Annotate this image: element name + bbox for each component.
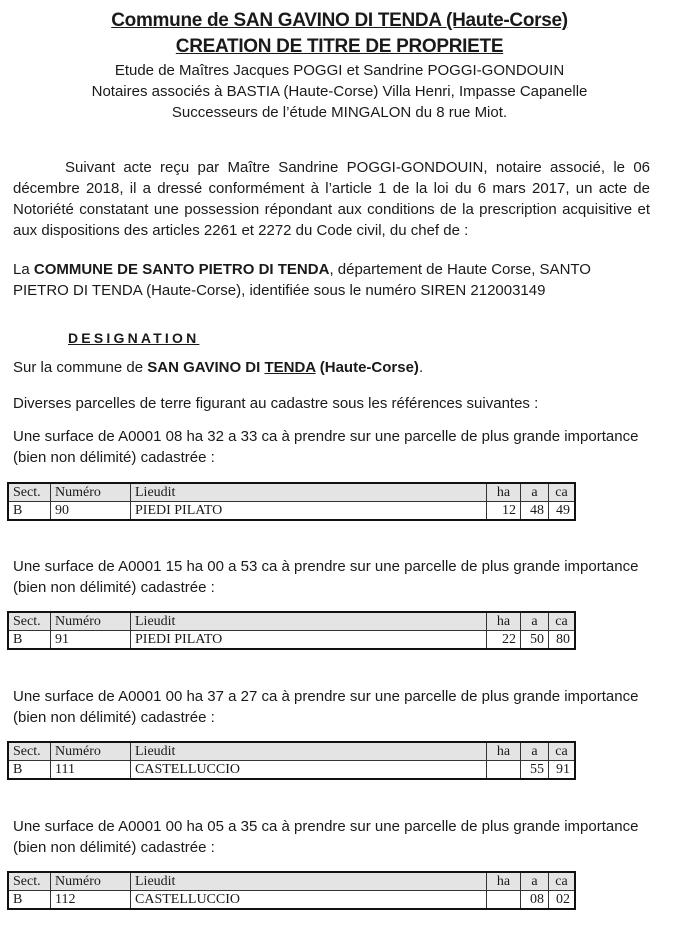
header-a: a — [521, 483, 549, 502]
cell-numero: 111 — [51, 761, 131, 780]
cell-sect: B — [8, 891, 51, 910]
cell-a: 50 — [521, 631, 549, 650]
header-ha: ha — [487, 742, 521, 761]
cadastre-table — [7, 871, 576, 910]
header-ca: ca — [549, 742, 576, 761]
commune-name-underlined: TENDA — [264, 359, 316, 376]
table-header-row — [8, 612, 575, 631]
cell-lieudit: PIEDI PILATO — [131, 502, 487, 521]
cell-ca: 80 — [549, 631, 576, 650]
cell-lieudit: CASTELLUCCIO — [131, 891, 487, 910]
header-lieudit: Lieudit — [131, 483, 487, 502]
table-header-row — [8, 872, 575, 891]
commune-name — [147, 359, 419, 376]
owner-prefix: La — [13, 261, 34, 278]
document-title: CREATION DE TITRE DE PROPRIETE — [175, 36, 504, 57]
parcel-surface-text: Une surface de A0001 15 ha 00 a 53 ca à prendre sur une parcelle de plus grande importance (bien non délimité) cadastrée : — [13, 558, 639, 596]
commune-name-part1: SAN GAVINO DI — [147, 359, 265, 376]
header-lieudit: Lieudit — [131, 612, 487, 631]
header-ca: ca — [549, 872, 576, 891]
cell-lieudit: CASTELLUCCIO — [131, 761, 487, 780]
header-lieudit: Lieudit — [131, 742, 487, 761]
cell-ca: 02 — [549, 891, 576, 910]
commune-line — [13, 357, 650, 378]
document-header — [0, 8, 679, 123]
cell-numero: 91 — [51, 631, 131, 650]
header-numero: Numéro — [51, 872, 131, 891]
parcel-surface-text: Une surface de A0001 00 ha 05 a 35 ca à prendre sur une parcelle de plus grande importance (bien non délimité) cadastrée : — [13, 818, 639, 856]
table-row — [8, 502, 575, 521]
cell-ca: 91 — [549, 761, 576, 780]
cell-lieudit: PIEDI PILATO — [131, 631, 487, 650]
header-numero: Numéro — [51, 742, 131, 761]
header-ha: ha — [487, 483, 521, 502]
header-lieudit: Lieudit — [131, 872, 487, 891]
table-row — [8, 761, 575, 780]
header-ha: ha — [487, 872, 521, 891]
header-a: a — [521, 872, 549, 891]
table-header-row — [8, 742, 575, 761]
parcel-surface-text: Une surface de A0001 08 ha 32 a 33 ca à prendre sur une parcelle de plus grande importance (bien non délimité) cadastrée : — [13, 428, 639, 466]
owner-details: , département de Haute Corse, SANTO PIETRO DI TENDA (Haute-Corse), identifiée sous le numéro SIREN 212003149 — [13, 261, 591, 299]
header-a: a — [521, 742, 549, 761]
notary-office-line: Etude de Maîtres Jacques POGGI et Sandrine POGGI-GONDOUIN — [114, 62, 565, 79]
header-sect: Sect. — [8, 483, 51, 502]
intro-paragraph: Suivant acte reçu par Maître Sandrine POGGI-GONDOUIN, notaire associé, le 06 décembre 2018, il a dressé conformément à l’article 1 de la loi du 6 mars 2017, un acte de Notoriété constatant une possession répondant aux conditions de la prescription acquisitive et aux dispositions des articles 2261 et 2272 du Code civil, du chef de : — [13, 159, 650, 239]
parcel-surface-text: Une surface de A0001 00 ha 37 a 27 ca à prendre sur une parcelle de plus grande importance (bien non délimité) cadastrée : — [13, 688, 639, 726]
header-sect: Sect. — [8, 612, 51, 631]
cell-a: 48 — [521, 502, 549, 521]
cell-a: 55 — [521, 761, 549, 780]
cell-ha — [487, 891, 521, 910]
table-row — [8, 891, 575, 910]
successor-line: Successeurs de l’étude MINGALON du 8 rue Miot. — [171, 104, 508, 121]
cell-ha: 22 — [487, 631, 521, 650]
parcels-intro: Diverses parcelles de terre figurant au cadastre sous les références suivantes : — [13, 395, 539, 412]
cell-ha: 12 — [487, 502, 521, 521]
header-ha: ha — [487, 612, 521, 631]
notary-address-line: Notaires associés à BASTIA (Haute-Corse) Villa Henri, Impasse Capanelle — [91, 83, 588, 100]
cell-numero: 90 — [51, 502, 131, 521]
table-header-row — [8, 483, 575, 502]
cell-sect: B — [8, 502, 51, 521]
commune-prefix: Sur la commune de — [13, 359, 148, 376]
cell-sect: B — [8, 761, 51, 780]
table-row — [8, 631, 575, 650]
cadastre-table — [7, 741, 576, 780]
cell-numero: 112 — [51, 891, 131, 910]
commune-name-part2: (Haute-Corse) — [315, 359, 419, 376]
cell-ca: 49 — [549, 502, 576, 521]
cadastre-table — [7, 611, 576, 650]
header-a: a — [521, 612, 549, 631]
commune-suffix: . — [418, 359, 424, 376]
header-ca: ca — [549, 612, 576, 631]
header-sect: Sect. — [8, 742, 51, 761]
commune-title: Commune de SAN GAVINO DI TENDA (Haute-Corse) — [111, 10, 568, 31]
cell-a: 08 — [521, 891, 549, 910]
cadastre-table — [7, 482, 576, 521]
header-sect: Sect. — [8, 872, 51, 891]
owner-paragraph — [13, 259, 650, 301]
designation-heading: DESIGNATION — [68, 330, 200, 346]
cell-sect: B — [8, 631, 51, 650]
header-numero: Numéro — [51, 483, 131, 502]
header-numero: Numéro — [51, 612, 131, 631]
cell-ha — [487, 761, 521, 780]
header-ca: ca — [549, 483, 576, 502]
owner-name: COMMUNE DE SANTO PIETRO DI TENDA — [33, 261, 330, 278]
